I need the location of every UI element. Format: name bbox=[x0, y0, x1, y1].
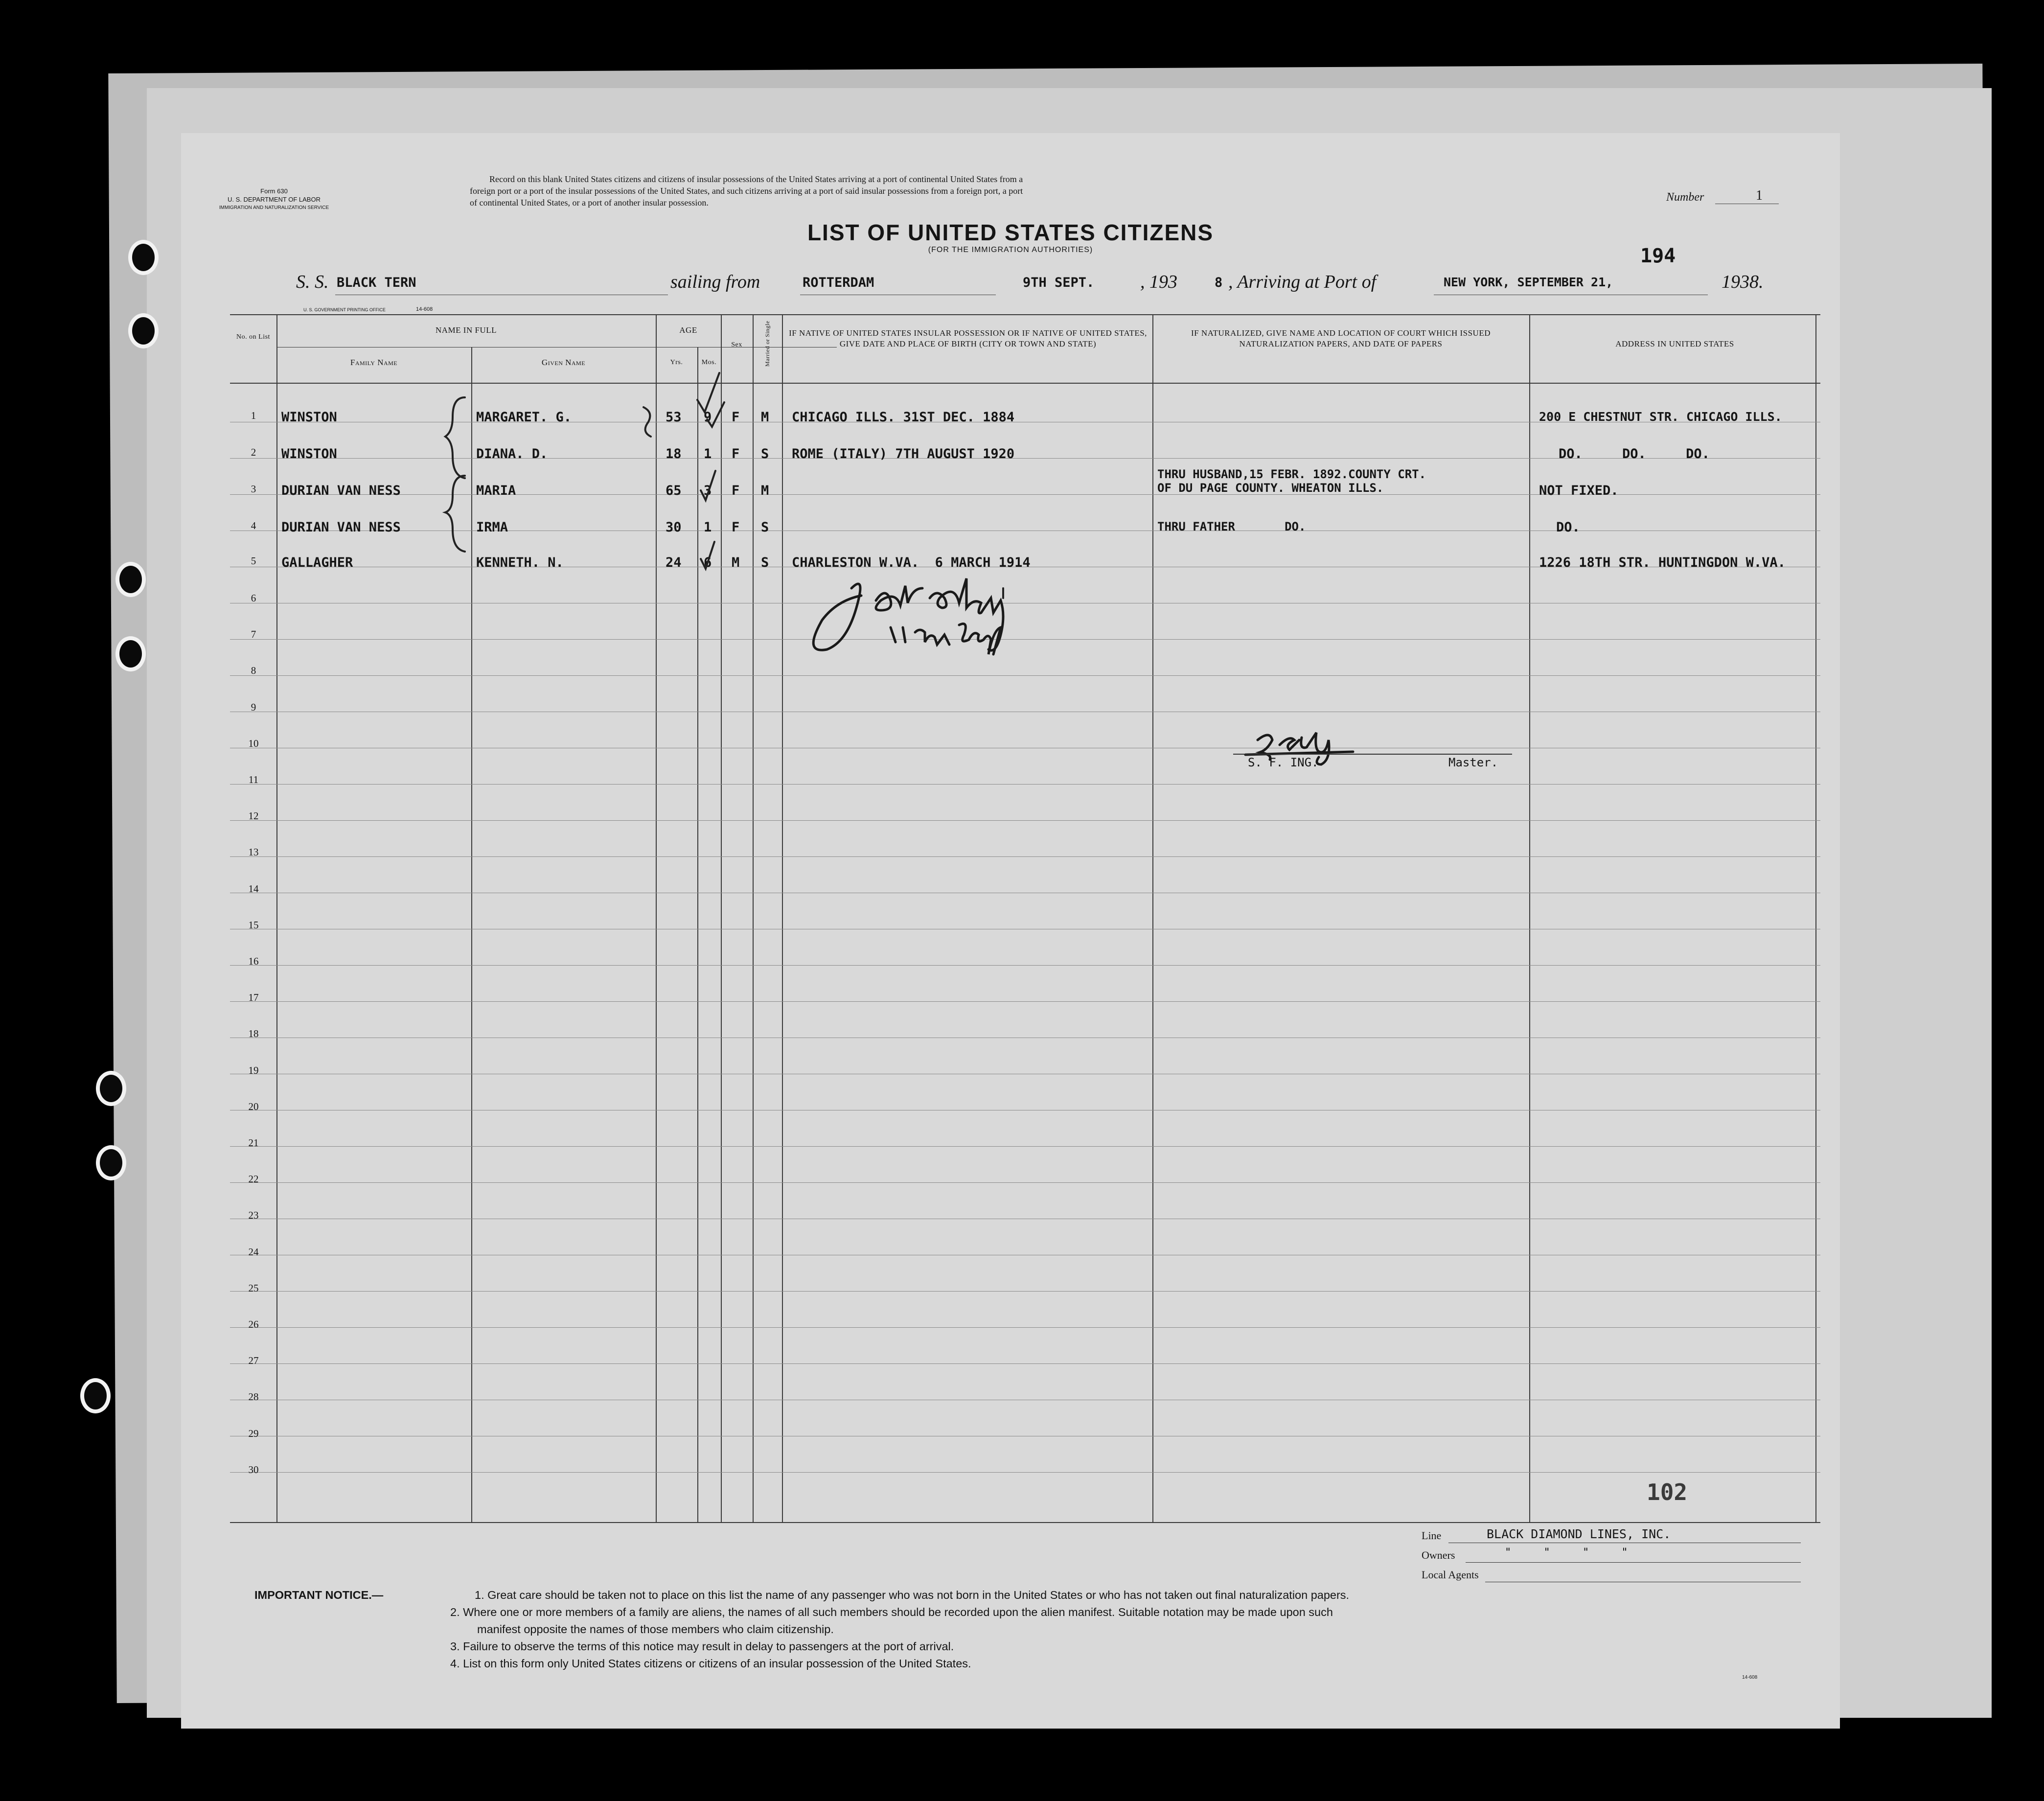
row-number: 26 bbox=[248, 1318, 259, 1330]
notice-item-1: 1. Great care should be taken not to place on this list the name of any passenger who was not born in the United States or who has not taken out final naturalization papers. bbox=[475, 1589, 1350, 1601]
sex: F bbox=[732, 520, 740, 535]
age-years: 18 bbox=[666, 446, 682, 462]
header-naturalized: IF NATURALIZED, GIVE NAME AND LOCATION OF COURT WHICH ISSUED NATURALIZATION PAPERS, AND DATE OF PAPERS bbox=[1191, 328, 1491, 348]
check-mark bbox=[701, 542, 714, 569]
birth-place-date: CHICAGO ILLS. 31ST DEC. 1884 bbox=[792, 410, 1015, 425]
given-name: MARGARET. G. bbox=[476, 410, 572, 425]
sex: F bbox=[732, 410, 740, 425]
form-number: Form 630 bbox=[260, 187, 288, 195]
given-name: IRMA bbox=[476, 520, 508, 535]
bracket-mark bbox=[445, 397, 465, 478]
ss-label: S. S. bbox=[296, 272, 329, 292]
officer-signature bbox=[813, 578, 1003, 654]
sex: M bbox=[732, 555, 740, 570]
footer-form-code: 14-608 bbox=[1742, 1675, 1758, 1680]
bracket-mark bbox=[643, 407, 651, 437]
sex: F bbox=[732, 483, 740, 498]
row-number: 3 bbox=[251, 483, 256, 495]
record-line: of continental United States, or a port of another insular possession. bbox=[470, 198, 709, 208]
bracket-mark bbox=[445, 476, 465, 552]
notice-item-2a: 2. Where one or more members of a family are aliens, the names of all such members should be recorded upon the alien manifest. Suitable notation may be made upon such bbox=[450, 1606, 1333, 1618]
punch-hole bbox=[96, 1071, 126, 1106]
owners-label: Owners bbox=[1422, 1549, 1455, 1561]
marital-status: S bbox=[761, 520, 769, 535]
family-name: DURIAN VAN NESS bbox=[281, 520, 401, 535]
page-number: 194 bbox=[1640, 245, 1676, 267]
local-agents-label: Local Agents bbox=[1422, 1569, 1479, 1581]
header-family-name: Family Name bbox=[350, 358, 398, 367]
row-number: 25 bbox=[248, 1282, 259, 1294]
age-months: 9 bbox=[704, 410, 712, 425]
row-number: 2 bbox=[251, 446, 256, 458]
row-number: 30 bbox=[248, 1463, 259, 1476]
check-mark bbox=[701, 471, 715, 500]
arriving-label: , Arriving at Port of bbox=[1228, 272, 1377, 292]
year-prefix: , 193 bbox=[1140, 272, 1177, 292]
us-address: 1226 18TH STR. HUNTINGDON W.VA. bbox=[1539, 555, 1786, 570]
given-name: MARIA bbox=[476, 483, 516, 498]
row-number: 17 bbox=[248, 992, 259, 1004]
header-months: Mos. bbox=[701, 359, 717, 366]
printer-code: 14-608 bbox=[416, 306, 433, 312]
owners-value: " " " " bbox=[1505, 1547, 1628, 1559]
printer-mark: U. S. GOVERNMENT PRINTING OFFICE bbox=[303, 307, 386, 312]
row-number: 14 bbox=[248, 882, 259, 895]
row-number: 23 bbox=[248, 1209, 259, 1222]
us-address: DO. bbox=[1556, 520, 1580, 535]
us-address: 200 E CHESTNUT STR. CHICAGO ILLS. bbox=[1539, 410, 1782, 424]
birth-place-date: CHARLESTON W.VA. 6 MARCH 1914 bbox=[792, 555, 1031, 570]
age-years: 65 bbox=[666, 483, 682, 498]
naturalization-line-1: THRU HUSBAND,15 FEBR. 1892.COUNTY CRT. bbox=[1157, 467, 1426, 481]
punch-hole bbox=[115, 562, 146, 597]
record-line: Record on this blank United States citizens and citizens of insular possessions of the United States arriving at a port of continental United States from a bbox=[489, 174, 1023, 184]
line-label: Line bbox=[1422, 1529, 1442, 1542]
notice-heading: IMPORTANT NOTICE.— bbox=[254, 1589, 384, 1601]
row-number: 11 bbox=[248, 774, 259, 785]
row-number: 4 bbox=[251, 520, 256, 531]
row-number: 15 bbox=[248, 919, 259, 931]
important-notice bbox=[254, 1587, 1796, 1672]
header-sex: Sex bbox=[731, 341, 742, 348]
family-name: WINSTON bbox=[281, 446, 337, 462]
row-number: 29 bbox=[248, 1427, 259, 1439]
row-number: 8 bbox=[251, 665, 256, 677]
marital-status: S bbox=[761, 555, 769, 570]
header-age: AGE bbox=[679, 325, 697, 335]
header-native: IF NATIVE OF UNITED STATES INSULAR POSSESSION OR IF NATIVE OF UNITED STATES, GIVE DATE AND PLACE OF BIRTH (CITY OR TOWN AND STATE) bbox=[789, 328, 1147, 348]
row-number: 27 bbox=[248, 1355, 259, 1367]
notice-item-4: 4. List on this form only United States citizens or citizens of an insular possession of the United States. bbox=[450, 1657, 971, 1670]
given-name: KENNETH. N. bbox=[476, 555, 564, 570]
check-mark bbox=[697, 373, 719, 412]
header-name-in-full: NAME IN FULL bbox=[436, 325, 497, 335]
row-number: 5 bbox=[251, 555, 256, 567]
manifest-sheet bbox=[181, 133, 1840, 1729]
family-name: DURIAN VAN NESS bbox=[281, 483, 401, 498]
arrival-port-date: NEW YORK, SEPTEMBER 21, bbox=[1444, 275, 1613, 289]
departure-year-digit: 8 bbox=[1215, 275, 1223, 290]
sailing-label: sailing from bbox=[670, 272, 760, 292]
marital-status: S bbox=[761, 446, 769, 462]
row-number: 22 bbox=[248, 1173, 259, 1185]
handwritten-marks bbox=[181, 133, 1840, 1729]
row-number: 16 bbox=[248, 955, 259, 967]
naturalization-line-2: OF DU PAGE COUNTY. WHEATON ILLS. bbox=[1157, 481, 1384, 495]
page-title: LIST OF UNITED STATES CITIZENS bbox=[807, 220, 1214, 245]
service-name: IMMIGRATION AND NATURALIZATION SERVICE bbox=[219, 205, 329, 210]
punch-hole bbox=[115, 636, 146, 671]
row-number: 24 bbox=[248, 1246, 259, 1258]
age-years: 30 bbox=[666, 520, 682, 535]
naturalization-line-1: THRU FATHER DO. bbox=[1157, 520, 1306, 533]
row-number: 9 bbox=[251, 701, 256, 713]
header-years: Yrs. bbox=[670, 359, 683, 366]
age-years: 24 bbox=[666, 555, 682, 570]
number-value: 1 bbox=[1756, 188, 1763, 203]
sex: F bbox=[732, 446, 740, 462]
marital-status: M bbox=[761, 410, 769, 425]
check-mark bbox=[707, 402, 724, 427]
record-line: foreign port or a port of the insular possessions of the United States, and such citizens arriving at a port of said insular possessions from a foreign port, a port bbox=[470, 186, 1023, 196]
row-number: 12 bbox=[248, 810, 259, 822]
page-subtitle: (FOR THE IMMIGRATION AUTHORITIES) bbox=[928, 246, 1093, 254]
row-number: 20 bbox=[248, 1100, 259, 1112]
notice-item-3: 3. Failure to observe the terms of this notice may result in delay to passengers at the port of arrival. bbox=[450, 1640, 954, 1653]
family-name: WINSTON bbox=[281, 410, 337, 425]
row-number: 7 bbox=[251, 628, 256, 641]
header-married-single: Married or Single bbox=[764, 321, 771, 367]
officer-typed-name: S. F. ING. bbox=[1248, 756, 1319, 769]
row-number: 10 bbox=[248, 737, 259, 749]
row-number: 6 bbox=[251, 592, 256, 604]
header-given-name: Given Name bbox=[541, 358, 586, 367]
age-months: 6 bbox=[704, 555, 712, 570]
stamp-number: 102 bbox=[1647, 1479, 1688, 1505]
arrival-year: 1938. bbox=[1722, 272, 1764, 292]
notice-line bbox=[254, 1587, 1796, 1604]
punch-hole bbox=[96, 1145, 126, 1180]
punch-hole bbox=[80, 1378, 111, 1413]
row-number: 19 bbox=[248, 1064, 259, 1076]
family-name: GALLAGHER bbox=[281, 555, 353, 570]
age-months: 1 bbox=[704, 520, 712, 535]
marital-status: M bbox=[761, 483, 769, 498]
header-address: ADDRESS IN UNITED STATES bbox=[1615, 339, 1734, 348]
master-label: Master. bbox=[1448, 756, 1498, 769]
number-label: Number bbox=[1666, 191, 1704, 204]
department-name: U. S. DEPARTMENT OF LABOR bbox=[228, 196, 321, 203]
departure-date: 9TH SEPT. bbox=[1023, 275, 1095, 290]
owners-underline bbox=[1466, 1562, 1801, 1563]
us-address: NOT FIXED. bbox=[1539, 483, 1619, 498]
row-number: 13 bbox=[248, 846, 259, 858]
punch-hole bbox=[128, 240, 159, 275]
ship-name: BLACK TERN bbox=[337, 275, 416, 290]
punch-hole bbox=[128, 313, 159, 348]
us-address: DO. DO. DO. bbox=[1559, 446, 1710, 462]
row-number: 28 bbox=[248, 1391, 259, 1403]
row-number: 21 bbox=[248, 1137, 259, 1149]
age-months: 1 bbox=[704, 446, 712, 462]
master-signature-line bbox=[1233, 754, 1512, 755]
row-number: 18 bbox=[248, 1028, 259, 1040]
age-years: 53 bbox=[666, 410, 682, 425]
line-value: BLACK DIAMOND LINES, INC. bbox=[1487, 1527, 1671, 1541]
header-no-on-list: No. on List bbox=[236, 333, 270, 341]
notice-item-2b: manifest opposite the names of those members who claim citizenship. bbox=[477, 1623, 834, 1636]
departure-port: ROTTERDAM bbox=[803, 275, 874, 290]
row-number: 1 bbox=[251, 410, 256, 421]
given-name: DIANA. D. bbox=[476, 446, 548, 462]
age-months: 3 bbox=[704, 483, 712, 498]
birth-place-date: ROME (ITALY) 7TH AUGUST 1920 bbox=[792, 446, 1015, 462]
